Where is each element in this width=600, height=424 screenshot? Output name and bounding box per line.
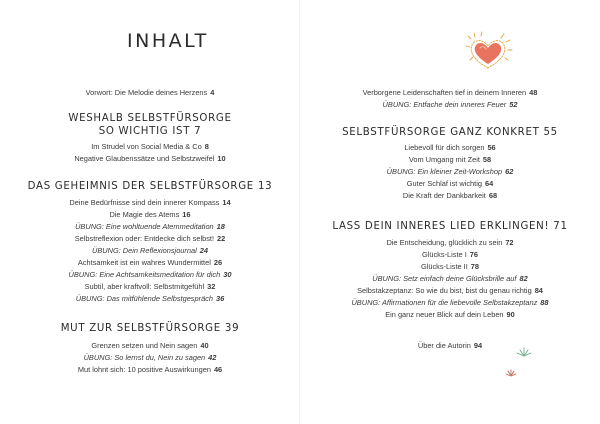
- page-number: 46: [213, 365, 223, 374]
- entry-title: Vorwort: Die Melodie deines Herzens: [85, 88, 208, 97]
- entry-title: ÜBUNG: Entfache dein inneres Feuer: [382, 100, 507, 109]
- section-title: LASS DEIN INNERES LIED ERKLINGEN!: [332, 221, 550, 232]
- toc-entry: [0, 365, 300, 376]
- page-number: 58: [482, 155, 492, 164]
- entry-title: ÜBUNG: Affirmationen für die liebevolle Selbstakzeptanz: [351, 298, 538, 307]
- entry-title: Die Entscheidung, glücklich zu sein: [386, 238, 503, 247]
- entry-title: ÜBUNG: Setz einfach deine Glücksbrille auf: [372, 274, 517, 283]
- entry-title: Achtsamkeit ist ein wahres Wundermittel: [77, 258, 211, 267]
- page-number: 36: [215, 294, 225, 303]
- entry-title: Guter Schlaf ist wichtig: [406, 179, 482, 188]
- toc-section-heading: [300, 220, 600, 233]
- page-number: 13: [257, 181, 273, 192]
- page-number: 32: [207, 282, 216, 291]
- toc-entry: [300, 155, 600, 166]
- toc-entry: [0, 353, 300, 364]
- page-number: 76: [469, 250, 478, 259]
- page-number: 14: [222, 198, 231, 207]
- toc-entry: [0, 222, 300, 233]
- entry-title: Glücks-Liste II: [420, 262, 468, 271]
- toc-entry: [300, 286, 600, 297]
- entry-title: ÜBUNG: Eine Achtsamkeitsmeditation für dich: [68, 270, 221, 279]
- section-title: MUT ZUR SELBSTFÜRSORGE: [60, 323, 221, 334]
- toc-section-heading: [0, 112, 300, 125]
- page-number: 26: [213, 258, 223, 267]
- toc-entry: [300, 310, 600, 321]
- page-number: 8: [204, 142, 209, 151]
- page-number: 48: [529, 88, 538, 97]
- entry-title: Selbstakzeptanz: So wie du bist, bist du genau richtig: [357, 286, 532, 295]
- page-title: INHALT: [127, 30, 209, 52]
- toc-section-heading: [0, 125, 300, 138]
- entry-title: ÜBUNG: Eine wohltuende Atemmeditation: [75, 222, 214, 231]
- toc-entry: [0, 258, 300, 269]
- entry-title: ÜBUNG: Ein kleiner Zeit-Workshop: [386, 167, 503, 176]
- toc-entry: [0, 198, 300, 209]
- entry-title: Grenzen setzen und Nein sagen: [91, 341, 198, 350]
- toc-entry: [300, 298, 600, 309]
- entry-title: Im Strudel von Social Media & Co: [91, 142, 202, 151]
- toc-entry: [300, 179, 600, 190]
- page-number: 64: [484, 179, 494, 188]
- toc-entry: [300, 341, 600, 352]
- toc-entry: [0, 341, 300, 352]
- entry-title: Ein ganz neuer Blick auf dein Leben: [385, 310, 504, 319]
- toc-entry: [0, 154, 300, 165]
- entry-title: Die Kraft der Dankbarkeit: [402, 191, 486, 200]
- toc-entry: [300, 250, 600, 261]
- entry-title: Über die Autorin: [417, 341, 471, 350]
- page-number: 68: [488, 191, 498, 200]
- page-number: 16: [182, 210, 191, 219]
- toc-entry: [300, 100, 600, 111]
- page-number: 7: [194, 126, 202, 137]
- entry-title: ÜBUNG: Das mitfühlende Selbstgespräch: [75, 294, 213, 303]
- toc-section-heading: [300, 126, 600, 139]
- right-page: [300, 0, 600, 424]
- page-number: 18: [216, 222, 225, 231]
- entry-title: Deine Bedürfnisse sind dein innerer Kompass: [69, 198, 220, 207]
- entry-title: Selbstreflexion oder: Entdecke dich selbst!: [74, 234, 215, 243]
- entry-title: ÜBUNG: So lernst du, Nein zu sagen: [83, 353, 206, 362]
- plant-sprout-icon: [498, 342, 548, 382]
- entry-title: Vom Umgang mit Zeit: [408, 155, 480, 164]
- page-number: 4: [210, 88, 215, 97]
- toc-entry: [0, 246, 300, 257]
- entry-title: Mut lohnt sich: 10 positive Auswirkungen: [77, 365, 211, 374]
- page-number: 72: [505, 238, 514, 247]
- toc-entry: [300, 167, 600, 178]
- toc-section-heading: [0, 322, 300, 335]
- section-title: SO WICHTIG IST: [98, 126, 191, 137]
- toc-entry: [0, 88, 300, 99]
- page-number: 42: [208, 353, 217, 362]
- toc-entry: [300, 274, 600, 285]
- page-number: 39: [224, 323, 240, 334]
- page-number: 62: [505, 167, 514, 176]
- section-title: DAS GEHEIMNIS DER SELBSTFÜRSORGE: [27, 181, 254, 192]
- entry-title: Verborgene Leidenschaften tief in deinem Inneren: [362, 88, 527, 97]
- toc-entry: [300, 262, 600, 273]
- page-number: 40: [200, 341, 209, 350]
- page-number: 24: [199, 246, 208, 255]
- toc-entry: [0, 234, 300, 245]
- section-title: SELBSTFÜRSORGE GANZ KONKRET: [342, 127, 540, 138]
- page-number: 84: [534, 286, 543, 295]
- entry-title: Die Magie des Atems: [109, 210, 180, 219]
- page-number: 56: [487, 143, 496, 152]
- entry-title: Subtil, aber kraftvoll: Selbstmitgefühl: [84, 282, 205, 291]
- toc-section-heading: [0, 180, 300, 193]
- toc-entry: [300, 238, 600, 249]
- page-number: 78: [470, 262, 480, 271]
- toc-entry: [0, 282, 300, 293]
- toc-entry: [0, 142, 300, 153]
- section-title: WESHALB SELBSTFÜRSORGE: [68, 113, 232, 124]
- page-number: 10: [217, 154, 226, 163]
- toc-entry: [300, 191, 600, 202]
- entry-title: ÜBUNG: Dein Reflexionsjournal: [92, 246, 197, 255]
- page-number: 82: [519, 274, 528, 283]
- page-number: 90: [506, 310, 515, 319]
- page-number: 30: [223, 270, 232, 279]
- page-number: 94: [473, 341, 483, 350]
- entry-title: Liebevoll für dich sorgen: [404, 143, 485, 152]
- page-number: 52: [509, 100, 518, 109]
- toc-entry: [300, 88, 600, 99]
- page-number: 88: [540, 298, 549, 307]
- page-number: 22: [217, 234, 226, 243]
- heart-illustration-icon: [460, 30, 516, 72]
- toc-entry: [0, 270, 300, 281]
- entry-title: Negative Glaubenssätze und Selbstzweifel: [74, 154, 215, 163]
- page-number: 71: [553, 221, 568, 232]
- toc-entry: [0, 210, 300, 221]
- toc-entry: [300, 143, 600, 154]
- page-number: 55: [543, 127, 558, 138]
- toc-entry: [0, 294, 300, 305]
- entry-title: Glücks-Liste I: [421, 250, 467, 259]
